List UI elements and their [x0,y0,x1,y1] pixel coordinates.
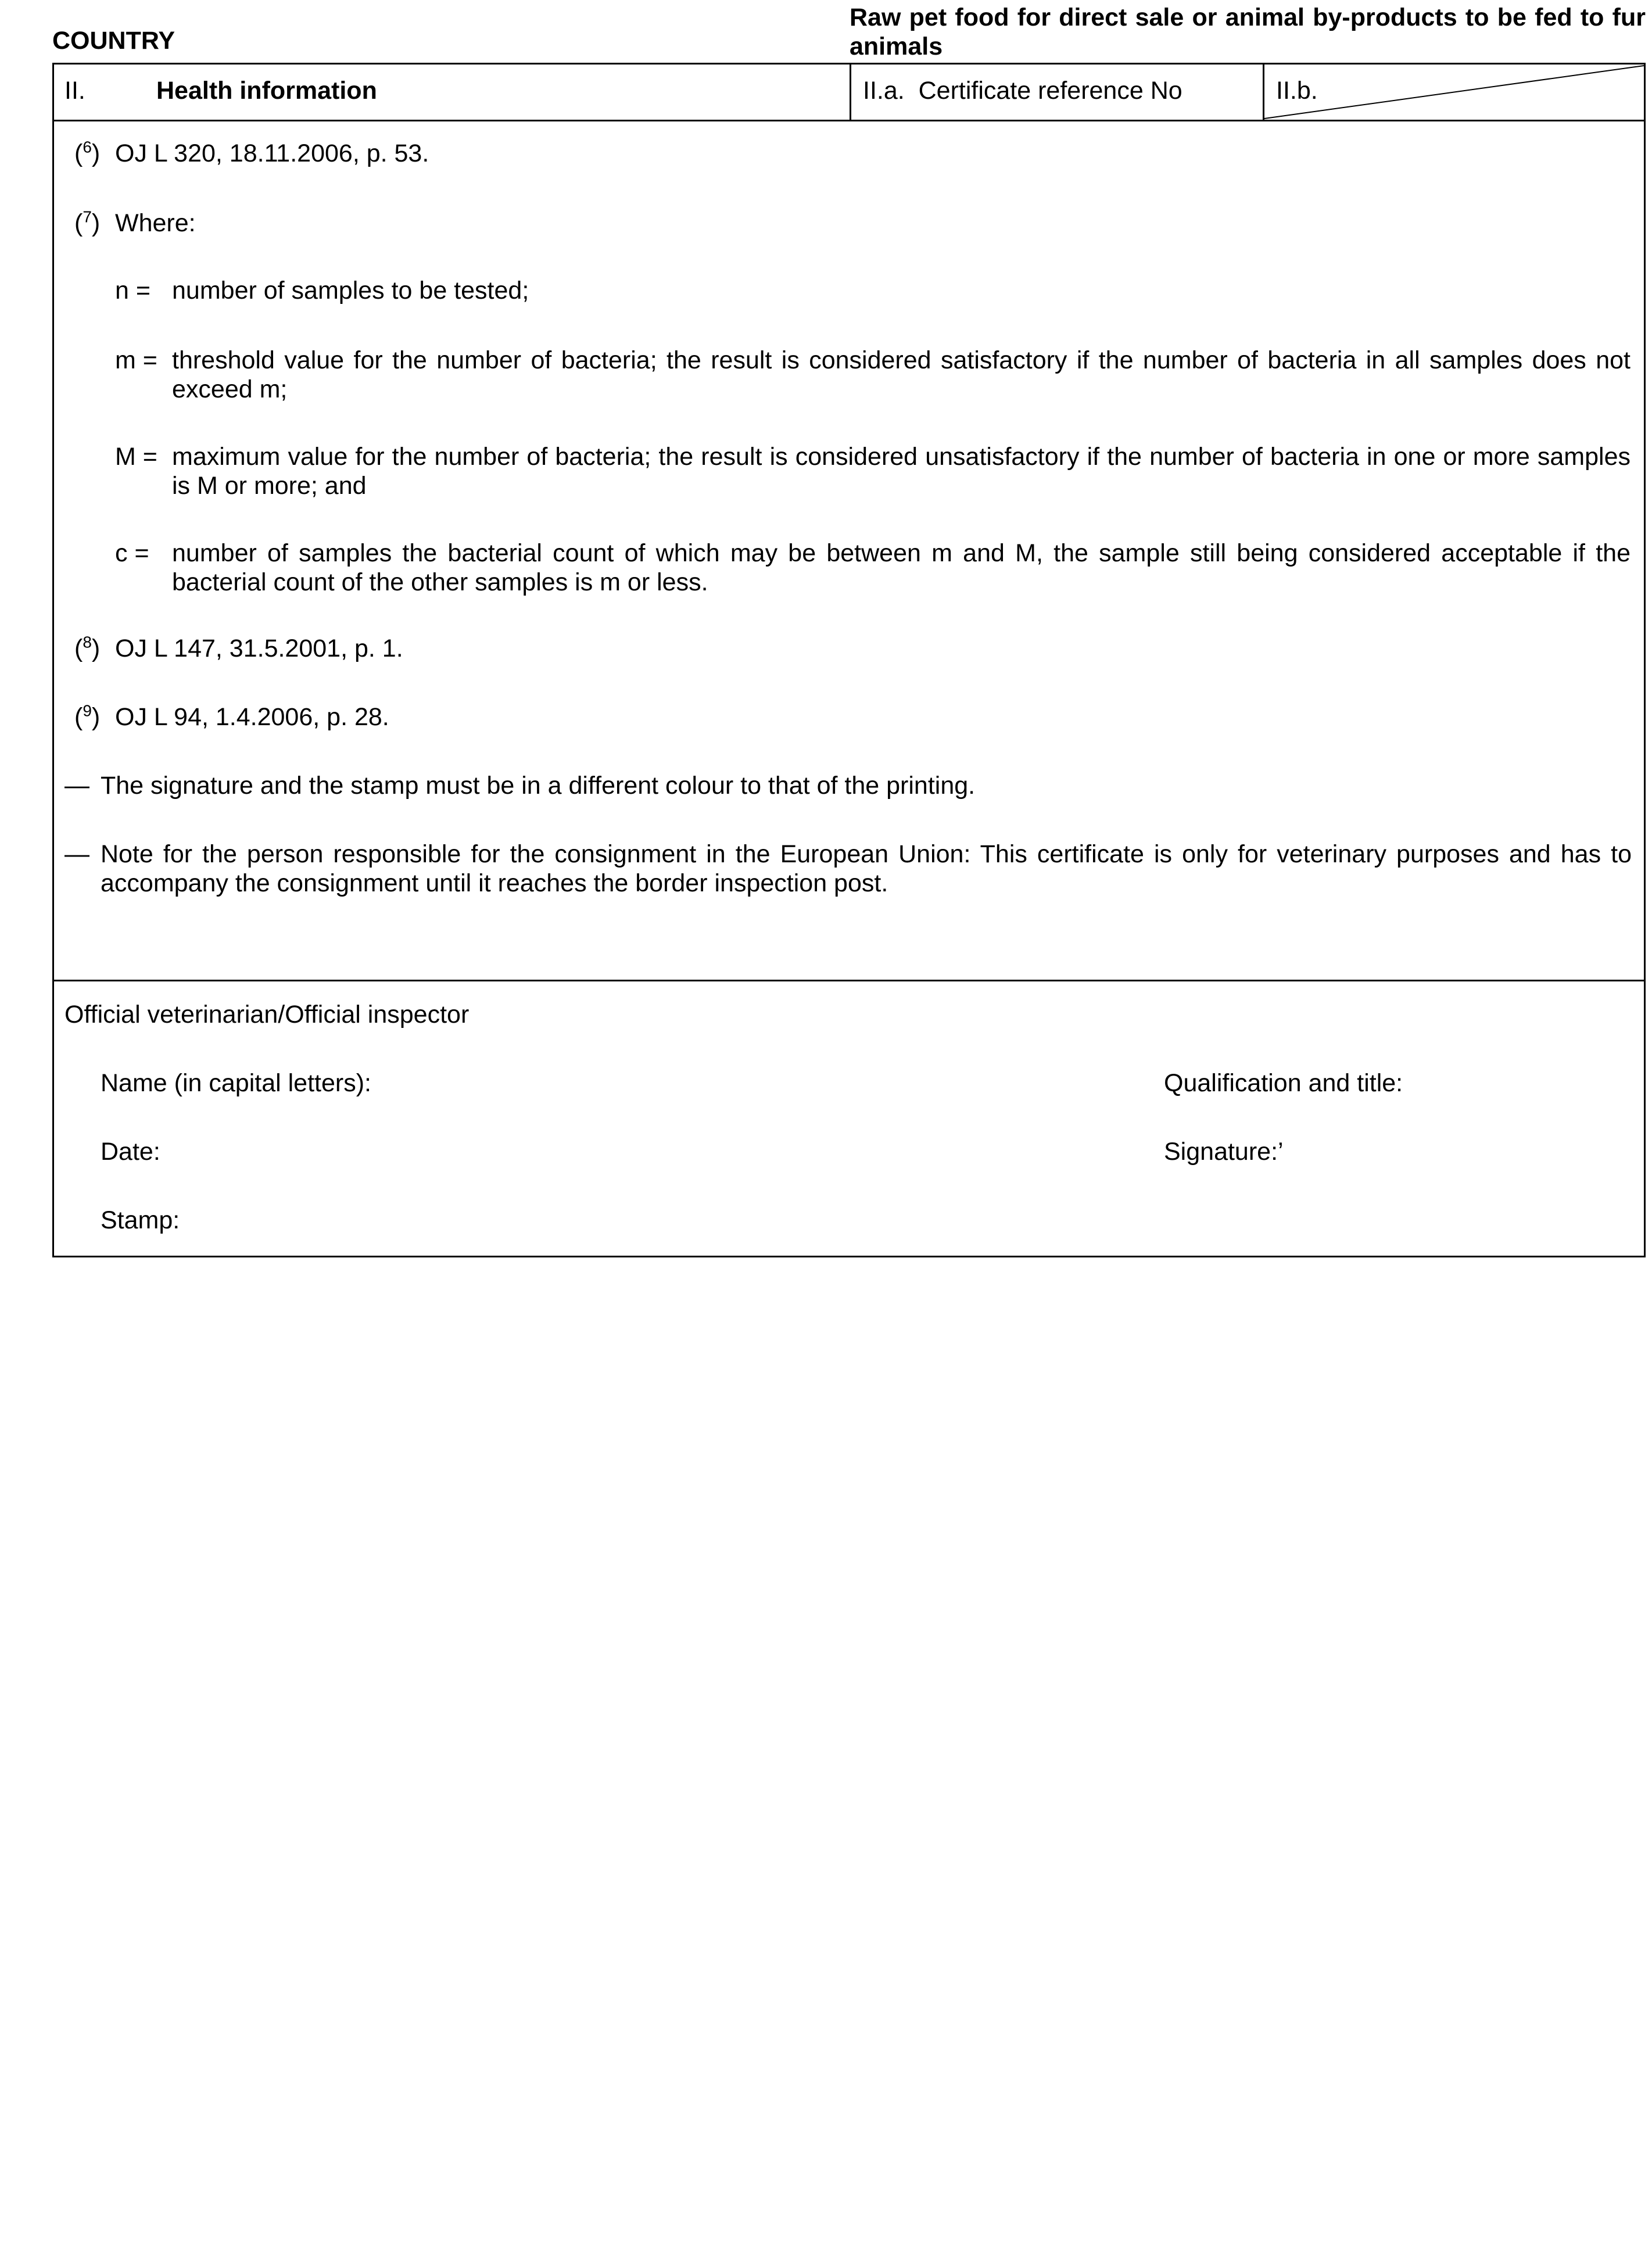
footnote-6-marker: ($^6$) [74,138,101,167]
date-label: Date: [101,1138,160,1166]
bullet-text: The signature and the stamp must be in a different colour to that of the printing. [101,772,976,800]
health-info-table [52,63,1646,1257]
diagonal-strike-line [1264,64,1644,120]
footnote-9-marker: ($^9$) [74,701,101,731]
definition-text: number of samples to be tested; [172,277,529,304]
section-cell [54,64,851,120]
section-title: Health information [156,77,377,105]
signature-label: Signature:’ [1164,1138,1284,1166]
definition-text: number of samples the bacterial count of which may be between m and M, the sample still being considered acceptable if the bacterial count of the other samples is m or less. [172,539,1631,596]
certificate-reference-label: II.a. Certificate reference No [863,77,1182,105]
name-label: Name (in capital letters): [101,1069,371,1097]
certificate-reference-cell [851,64,1264,120]
iib-cell [1264,64,1644,120]
bullet-dash: — [64,840,89,868]
certificate-title: Raw pet food for direct sale or animal by-products to be fed to fur animals [850,3,1646,60]
footnote-6-text: OJ L 320, 18.11.2006, p. 53. [115,139,429,167]
definition-text: maximum value for the number of bacteria; the result is considered unsatisfactory if the number of bacteria in one or more samples is M or more; and [172,443,1631,500]
definition-term: m = [115,346,157,374]
stamp-label: Stamp: [101,1206,180,1234]
footnote-8-text: OJ L 147, 31.5.2001, p. 1. [115,635,403,662]
bullet-text: Note for the person responsible for the consignment in the European Union: This certificate is only for veterinary purposes and has to accompany the consignment until it reaches the border inspection post. [101,840,1632,897]
footnote-7-intro: Where: [115,209,196,237]
footnote-9-text: OJ L 94, 1.4.2006, p. 28. [115,703,389,731]
signature-section [54,981,1644,1256]
section-number: II. [64,77,85,105]
definition-term: M = [115,443,157,471]
footnotes-section [54,121,1644,981]
iib-label: II.b. [1276,77,1318,105]
definition-text: threshold value for the number of bacteria; the result is considered satisfactory if the number of bacteria in all samples does not exceed m; [172,346,1631,403]
country-label: COUNTRY [52,27,175,55]
footnote-7-marker: ($^7$) [74,207,101,237]
bullet-dash: — [64,772,89,800]
definition-term: c = [115,539,149,567]
qualification-label: Qualification and title: [1164,1069,1403,1097]
signature-heading: Official veterinarian/Official inspector [64,1001,470,1028]
table-header-row [54,64,1644,121]
definition-term: n = [115,277,150,304]
footnote-8-marker: ($^8$) [74,633,101,662]
